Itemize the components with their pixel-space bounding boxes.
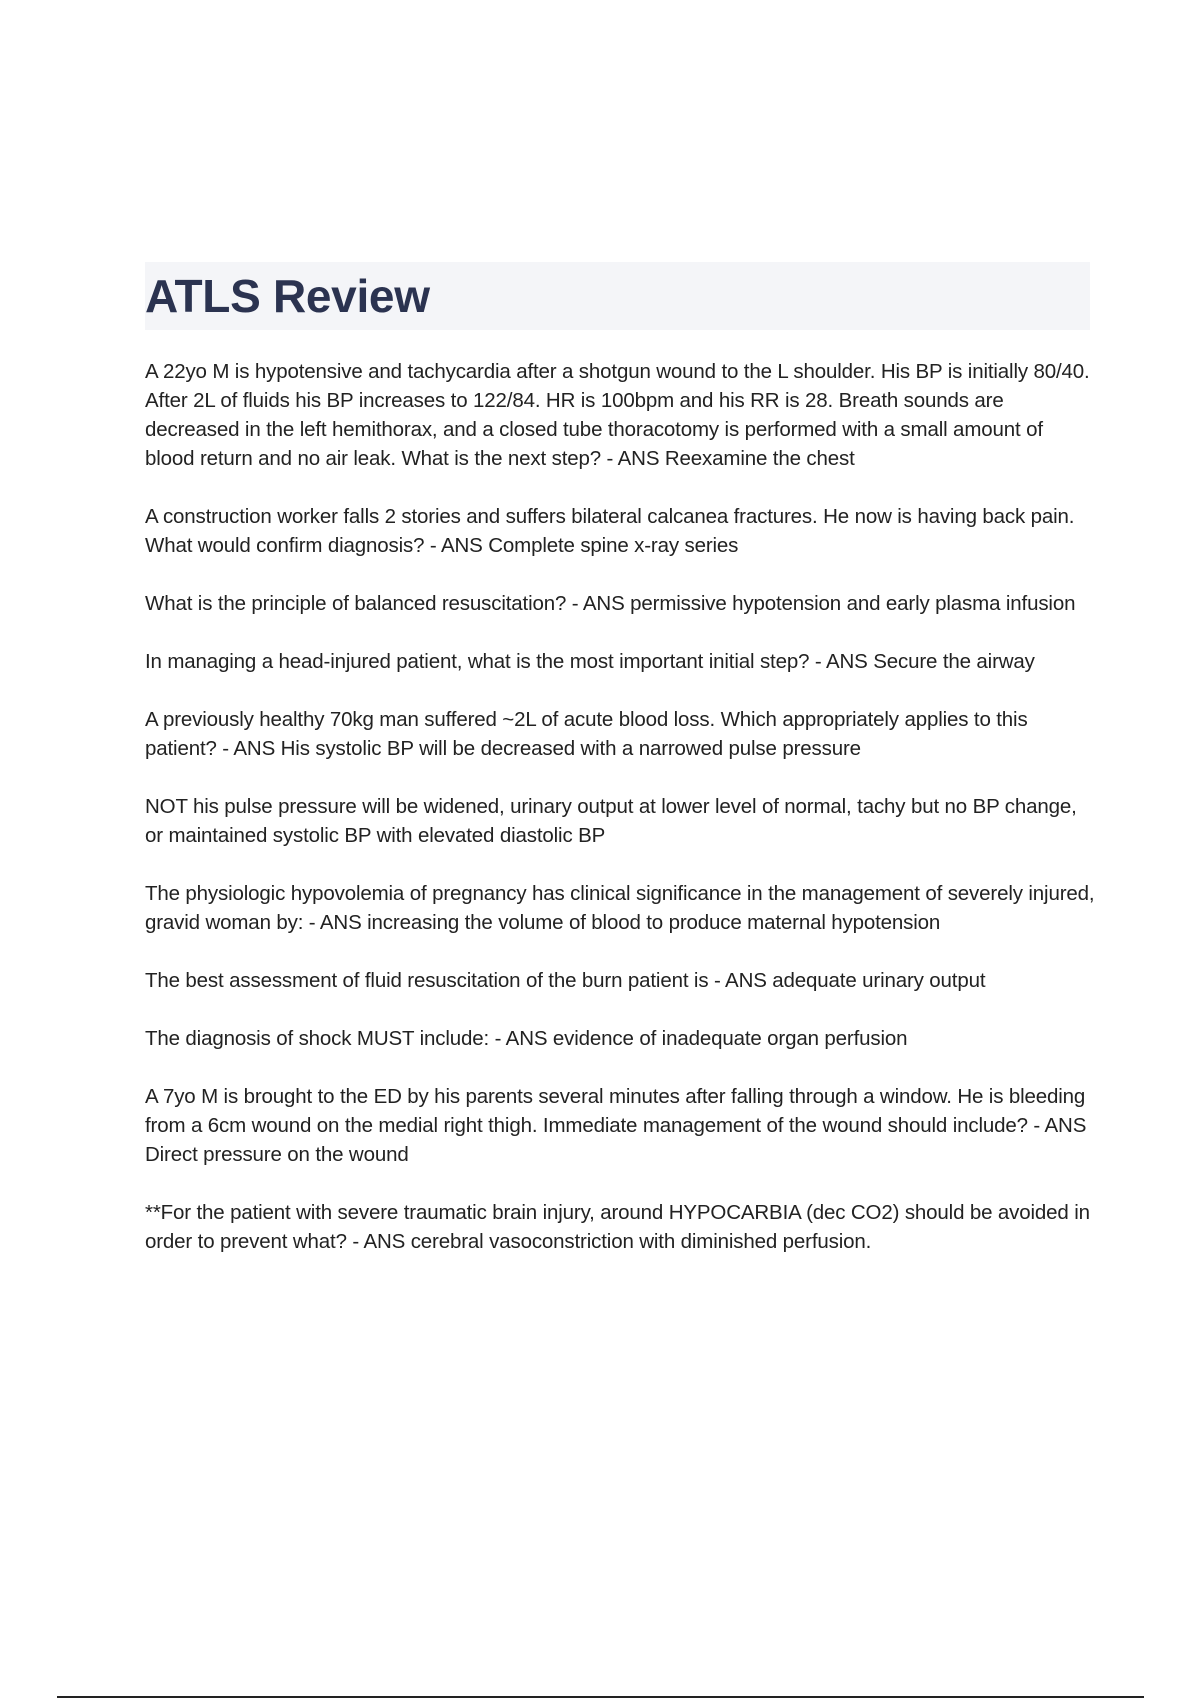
qa-item-10: A 7yo M is brought to the ED by his parents several minutes after falling through a window. He is bleeding from a 6cm wound on the medial right thigh. Immediate management of the wound should include? - ANS Direct pressure on the wound — [145, 1085, 1087, 1166]
title-band — [145, 262, 1090, 330]
qa-item-9: The diagnosis of shock MUST include: - ANS evidence of inadequate organ perfusion — [145, 1027, 908, 1050]
qa-item-8: The best assessment of fluid resuscitation of the burn patient is - ANS adequate urinary output — [145, 969, 986, 992]
page-title: ATLS Review — [145, 270, 430, 322]
qa-item-2: A construction worker falls 2 stories and suffers bilateral calcanea fractures. He now is having back pain. What would confirm diagnosis? - ANS Complete spine x-ray series — [145, 505, 1075, 557]
qa-item-4: In managing a head-injured patient, what is the most important initial step? - ANS Secure the airway — [145, 650, 1035, 673]
qa-item-11: **For the patient with severe traumatic brain injury, around HYPOCARBIA (dec CO2) should be avoided in order to prevent what? - ANS cerebral vasoconstriction with diminished perfusion. — [145, 1201, 1090, 1253]
page-bottom-divider — [57, 1696, 1144, 1698]
qa-item-1: A 22yo M is hypotensive and tachycardia after a shotgun wound to the L shoulder. His BP is initially 80/40. After 2L of fluids his BP increases to 122/84. HR is 100bpm and his RR is 28. Breath sounds are decreased in the left hemithorax, and a closed tube thoracotomy is performed with a small amount of blood return and no air leak. What is the next step? - ANS Reexamine the chest — [145, 360, 1090, 470]
qa-item-5: A previously healthy 70kg man suffered ~2L of acute blood loss. Which appropriately applies to this patient? - ANS His systolic BP will be decreased with a narrowed pulse pressure — [145, 708, 1028, 760]
qa-item-3: What is the principle of balanced resuscitation? - ANS permissive hypotension and early plasma infusion — [145, 592, 1076, 615]
qa-item-6: NOT his pulse pressure will be widened, urinary output at lower level of normal, tachy but no BP change, or maintained systolic BP with elevated diastolic BP — [145, 795, 1077, 847]
qa-list — [145, 357, 1095, 1285]
qa-item-7: The physiologic hypovolemia of pregnancy has clinical significance in the management of severely injured, gravid woman by: - ANS increasing the volume of blood to produce maternal hypotension — [145, 882, 1095, 934]
